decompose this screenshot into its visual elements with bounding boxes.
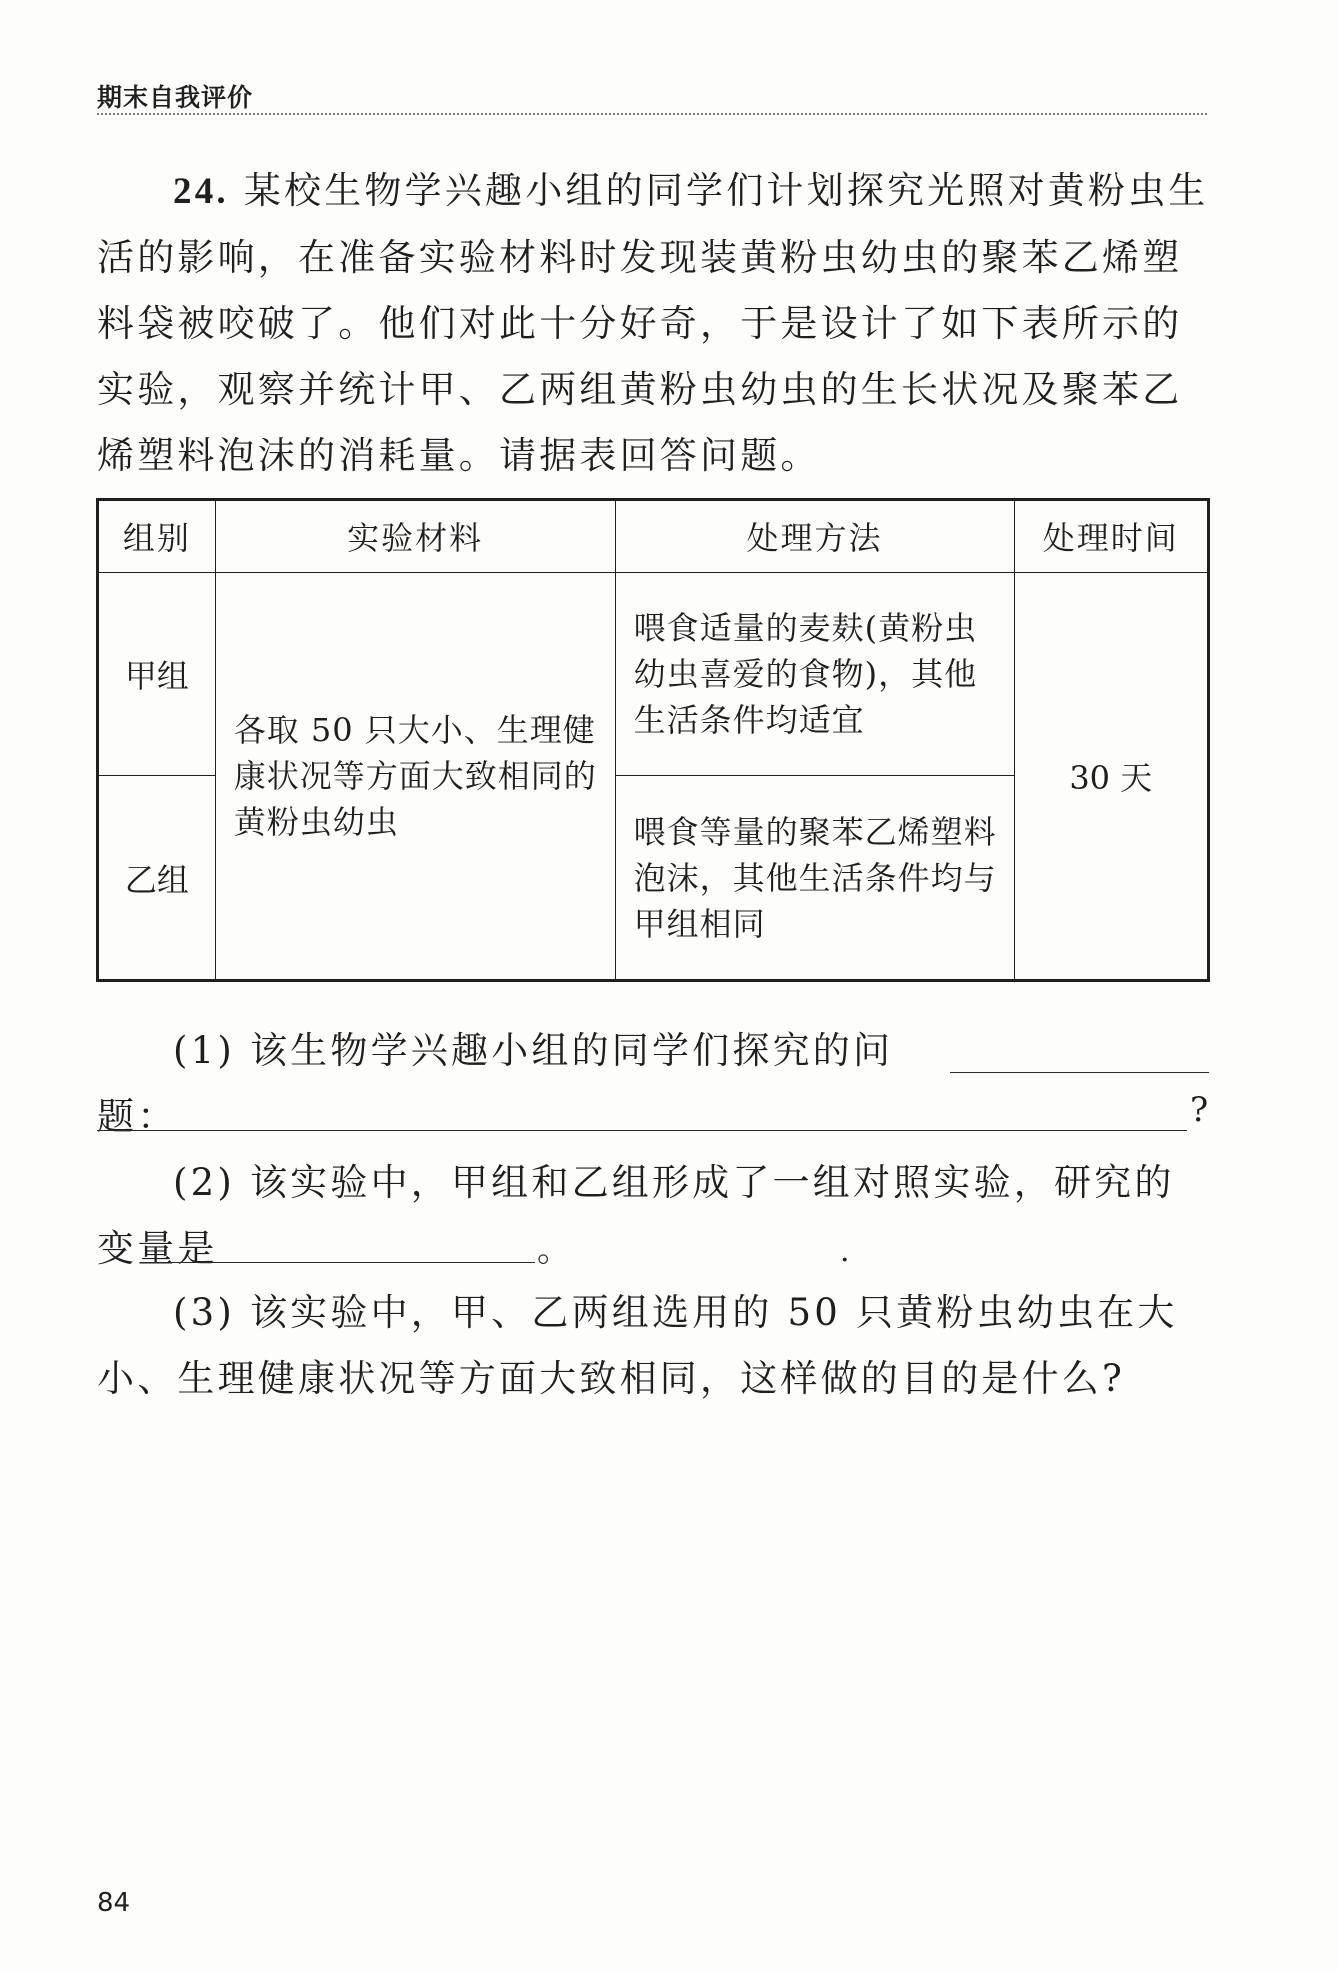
group-a-label: 甲组 [98,572,216,776]
table-row-group-a [98,572,1209,776]
answer-blank-1a[interactable] [950,1072,1209,1073]
sub-question-2: (2) 该实验中，甲组和乙组形成了一组对照实验，研究的变量是 [97,1161,1175,1270]
page-number: 84 [97,1888,131,1918]
sentence-period: 。 [537,1230,571,1270]
method-a-cell: 喂食适量的麦麸(黄粉虫幼虫喜爱的食物)，其他生活条件均适宜 [615,572,1014,776]
answer-blank-2[interactable] [140,1262,535,1263]
header-material: 实验材料 [215,500,615,573]
duration-cell: 30 天 [1014,572,1208,980]
header-group: 组别 [98,500,216,573]
header-method: 处理方法 [615,500,1014,573]
experiment-table [96,498,1210,982]
material-cell: 各取 50 只大小、生理健康状况等方面大致相同的黄粉虫幼虫 [215,572,615,980]
speck-mark: · [840,1243,850,1278]
header-dotted-rule [97,113,1207,115]
question-intro-text: 某校生物学兴趣小组的同学们计划探究光照对黄粉虫生活的影响，在准备实验材料时发现装黄粉虫幼虫的聚苯乙烯塑料袋被咬破了。他们对此十分好奇，于是设计了如下表所示的实验，观察并统计甲、乙两组黄粉虫幼虫的生长状况及聚苯乙烯塑料泡沫的消耗量。请据表回答问题。 [97,169,1209,477]
sub-question-3: (3) 该实验中，甲、乙两组选用的 50 只黄粉虫幼虫在大小、生理健康状况等方面大致相同，这样做的目的是什么? [97,1291,1178,1400]
group-b-label: 乙组 [98,776,216,981]
question-mark: ? [1190,1090,1209,1130]
question-number: 24. [173,171,229,212]
sub-question-1: (1) 该生物学兴趣小组的同学们探究的问题： [97,1029,894,1138]
header-duration: 处理时间 [1014,500,1208,573]
question-intro [97,158,1209,489]
answer-blank-1b[interactable] [97,1130,1187,1131]
method-b-cell: 喂食等量的聚苯乙烯塑料泡沫，其他生活条件均与甲组相同 [615,776,1014,981]
section-header: 期末自我评价 [97,83,254,112]
table-header-row [98,500,1209,573]
